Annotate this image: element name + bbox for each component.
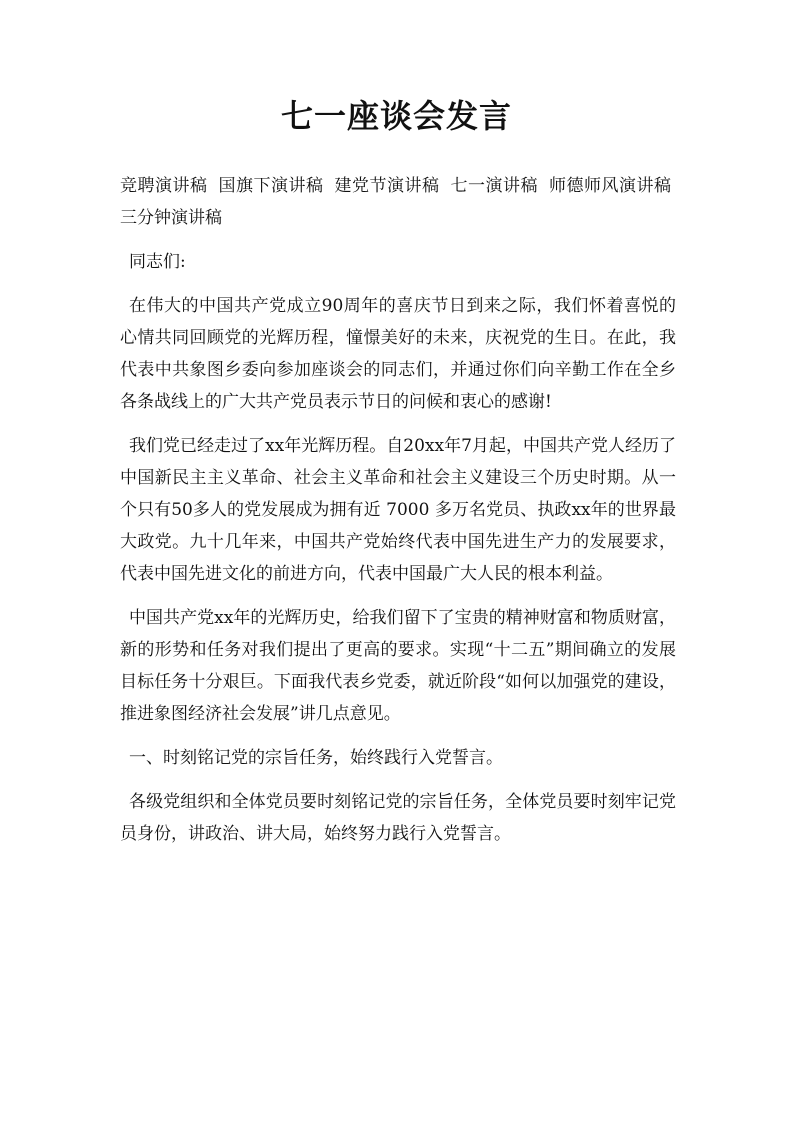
tag-link[interactable]: 七一演讲稿 [450, 176, 539, 196]
tag-link[interactable]: 三分钟演讲稿 [120, 208, 222, 228]
section-heading: 一、时刻铭记党的宗旨任务，始终践行入党誓言。 [129, 748, 503, 768]
tag-list [120, 170, 676, 234]
tag-link[interactable]: 建党节演讲稿 [334, 176, 440, 196]
paragraph: 各级党组织和全体党员要时刻铭记党的宗旨任务，全体党员要时刻牢记党员身份，讲政治、讲大局，始终努力践行入党誓言。 [120, 792, 676, 844]
paragraph: 我们党已经走过了xx年光辉历程。自20xx年7月起，中国共产党人经历了中国新民主主义革命、社会主义革命和社会主义建设三个历史时期。从一个只有50多人的党发展成为拥有近 7000 多万名党员、执政xx年的世界最大政党。九十几年来，中国共产党始终代表中国先进生产力的发展要求，代表中国先进文化的前进方向，代表中国最广大人民的根本利益。 [120, 436, 676, 584]
paragraph: 在伟大的中国共产党成立90周年的喜庆节日到来之际，我们怀着喜悦的心情共同回顾党的光辉历程，憧憬美好的未来，庆祝党的生日。在此，我代表中共象图乡委向参加座谈会的同志们，并通过你们向辛勤工作在全乡各条战线上的广大共产党员表示节日的问候和衷心的感谢! [120, 296, 676, 412]
salutation: 同志们: [129, 252, 186, 272]
document-body [120, 170, 676, 862]
tag-link[interactable]: 国旗下演讲稿 [218, 176, 324, 196]
document-title: 七一座谈会发言 [280, 97, 512, 135]
tag-link[interactable]: 师德师风演讲稿 [548, 176, 672, 196]
tag-link[interactable]: 竞聘演讲稿 [120, 176, 208, 196]
paragraph: 中国共产党xx年的光辉历史，给我们留下了宝贵的精神财富和物质财富，新的形势和任务对我们提出了更高的要求。实现“十二五”期间确立的发展目标任务十分艰巨。下面我代表乡党委，就近阶段“如何以加强党的建设，推进象图经济社会发展”讲几点意见。 [120, 608, 676, 724]
